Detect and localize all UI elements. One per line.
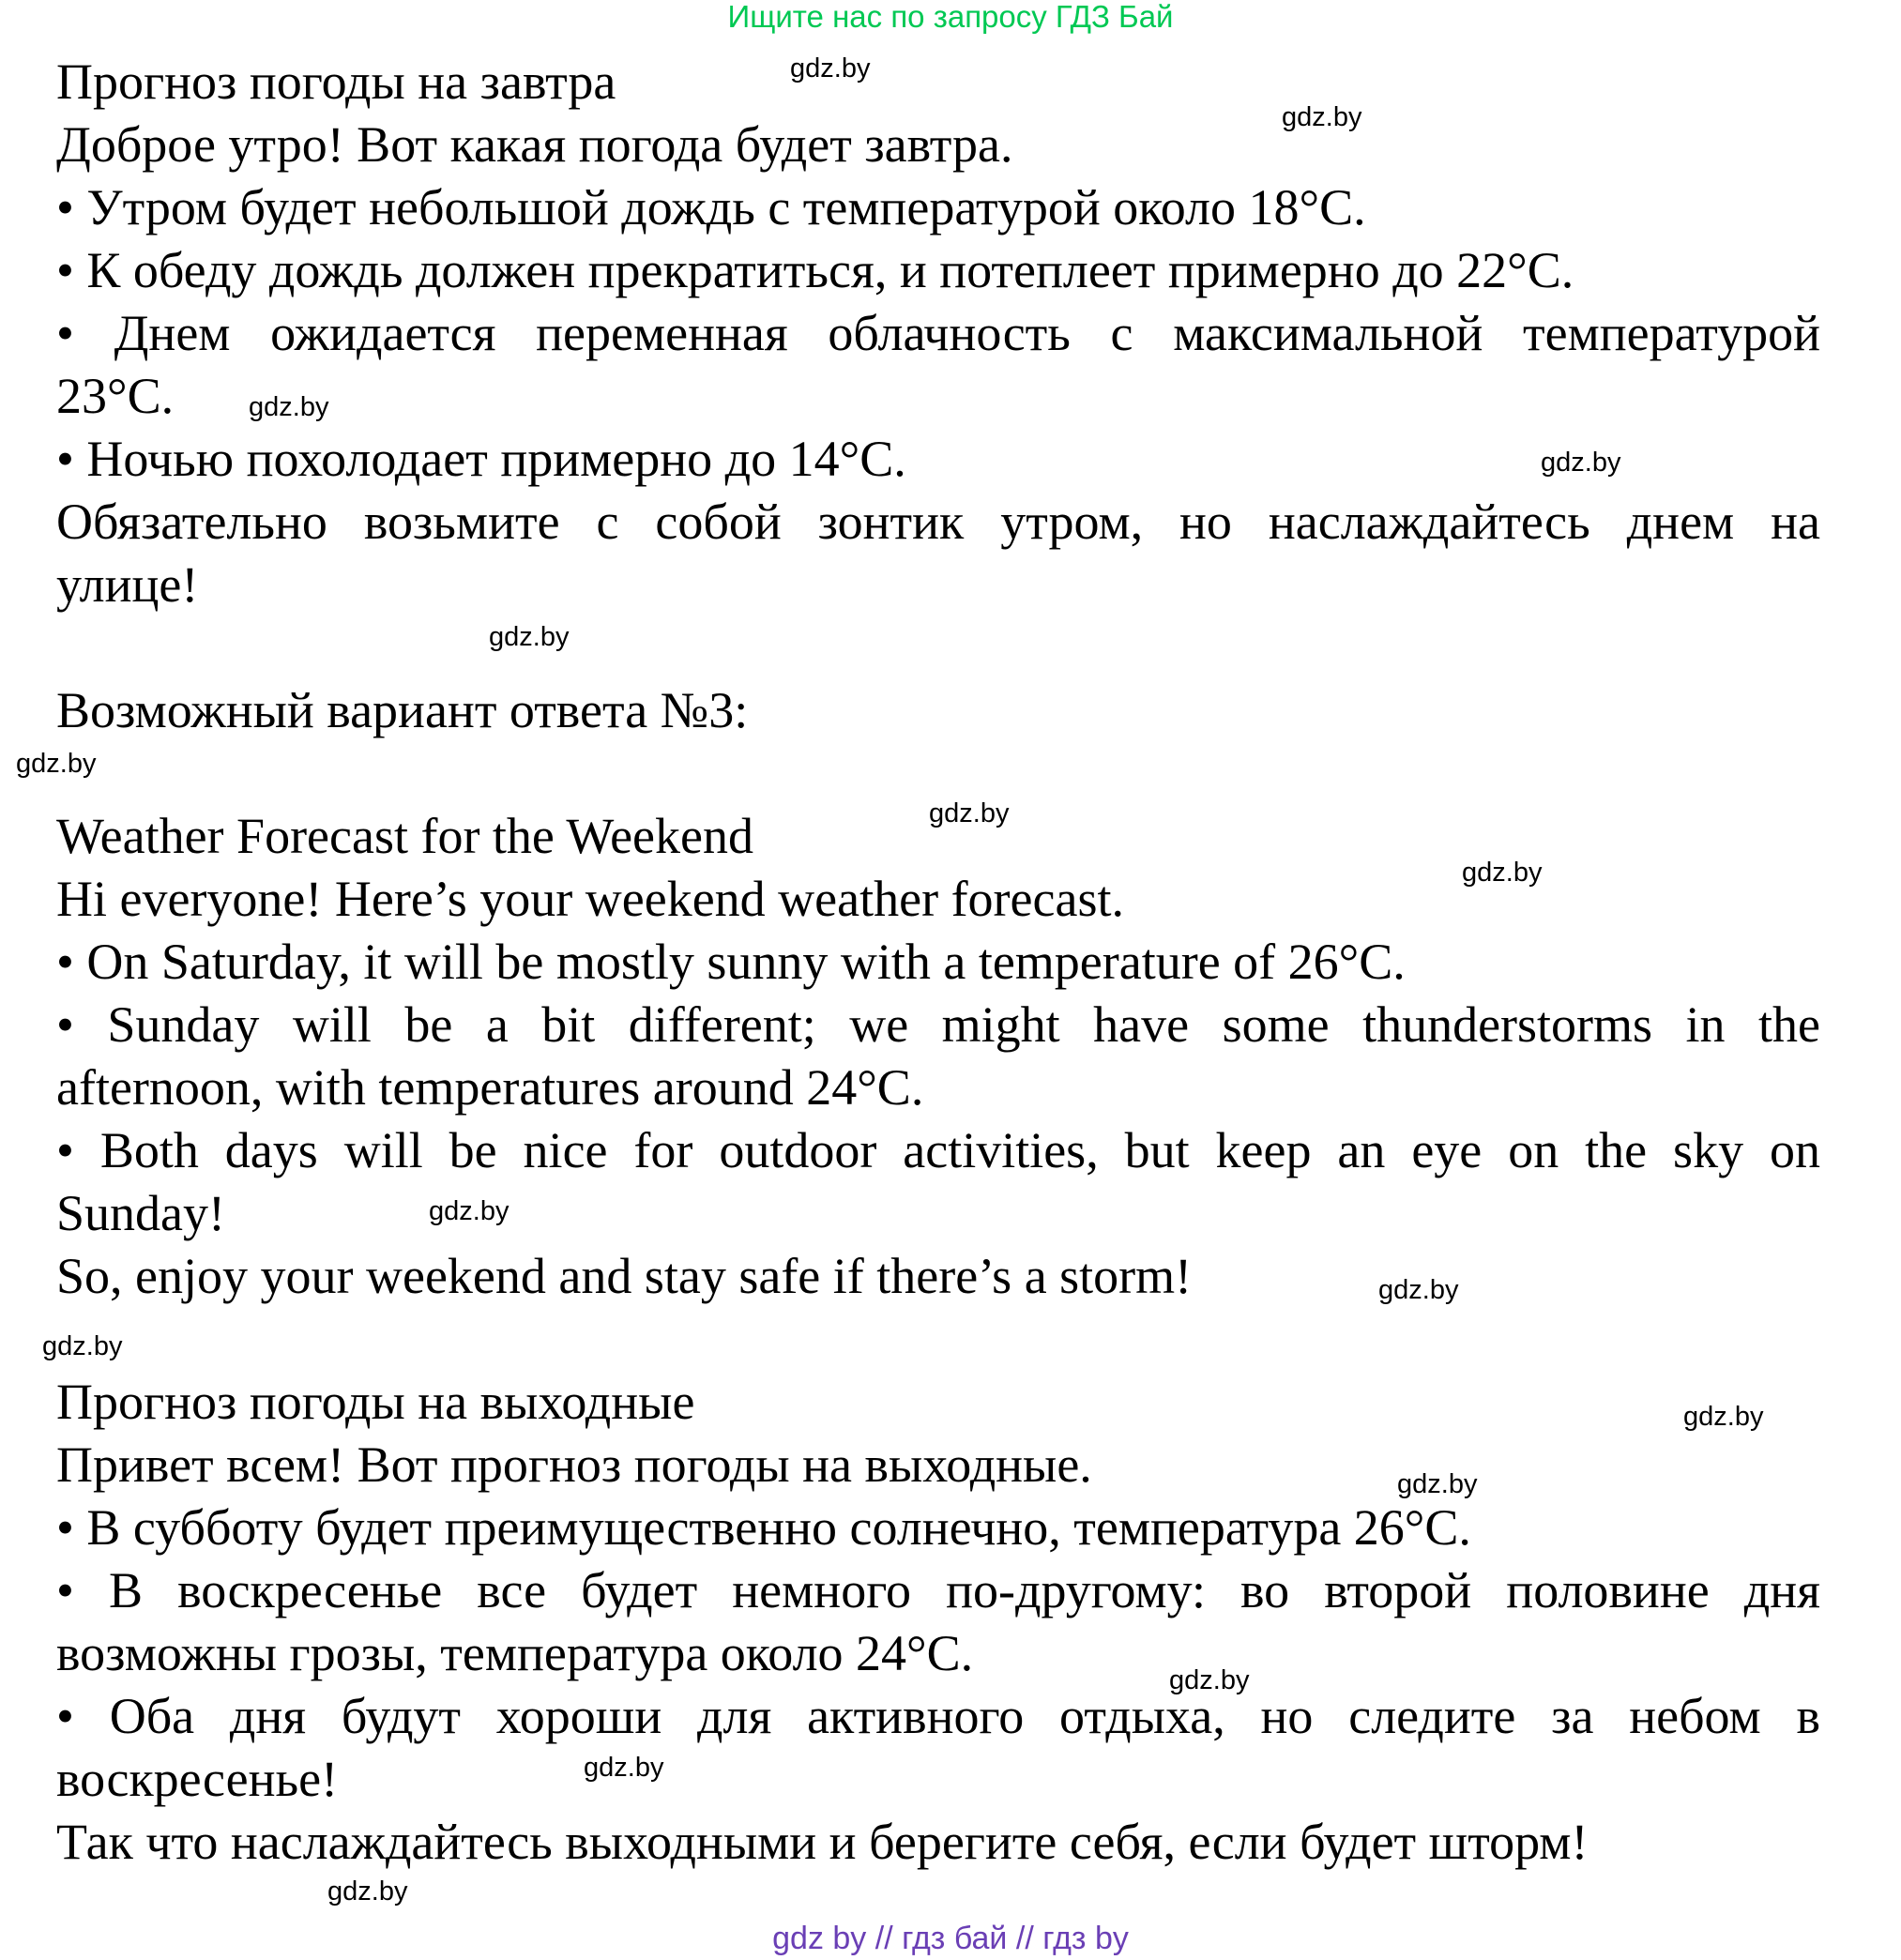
section-title-ru-weekend: Прогноз погоды на выходные [56, 1374, 695, 1430]
watermark: gdz.by [1169, 1665, 1250, 1695]
watermark: gdz.by [929, 798, 1010, 828]
bullet-en-weekend-2-line-1: • Sunday will be a bit different; we might have some thunderstorms in the [56, 996, 1820, 1053]
bullet-en-weekend-2-line-2: afternoon, with temperatures around 24°C. [56, 1059, 924, 1116]
bullet-ru-tomorrow-4: • Ночью похолодает примерно до 14°С. [56, 431, 906, 487]
bullet-ru-tomorrow-1: • Утром будет небольшой дождь с температурой около 18°С. [56, 179, 1366, 236]
bullet-ru-tomorrow-2: • К обеду дождь должен прекратиться, и потеплеет примерно до 22°С. [56, 242, 1574, 298]
closing-ru-tomorrow-line-1: Обязательно возьмите с собой зонтик утром, но наслаждайтесь днем на [56, 494, 1820, 550]
bullet-ru-tomorrow-3-line-2: 23°С. [56, 368, 175, 424]
closing-en-weekend: So, enjoy your weekend and stay safe if there’s a storm! [56, 1248, 1193, 1304]
bullet-ru-weekend-3-line-1: • Оба дня будут хороши для активного отдыха, но следите за небом в [56, 1688, 1820, 1744]
watermark: gdz.by [1378, 1275, 1459, 1305]
watermark: gdz.by [42, 1331, 123, 1361]
closing-ru-tomorrow-line-2: улице! [56, 556, 199, 613]
watermark: gdz.by [249, 392, 329, 422]
bullet-en-weekend-1: • On Saturday, it will be mostly sunny with a temperature of 26°C. [56, 934, 1406, 990]
watermark: gdz.by [1282, 102, 1362, 132]
greeting-ru-weekend: Привет всем! Вот прогноз погоды на выходные. [56, 1436, 1092, 1493]
closing-ru-weekend: Так что наслаждайтесь выходными и берегите себя, если будет шторм! [56, 1814, 1589, 1870]
bullet-en-weekend-3-line-2: Sunday! [56, 1185, 225, 1241]
watermark: gdz.by [1541, 448, 1621, 478]
bullet-ru-weekend-1: • В субботу будет преимущественно солнечно, температура 26°С. [56, 1499, 1471, 1556]
watermark: gdz.by [16, 749, 97, 779]
bullet-ru-weekend-2-line-2: возможны грозы, температура около 24°С. [56, 1625, 974, 1681]
watermark: gdz.by [489, 622, 570, 652]
bullet-ru-weekend-3-line-2: воскресенье! [56, 1751, 339, 1807]
watermark: gdz.by [1683, 1402, 1764, 1432]
watermark: gdz.by [429, 1196, 509, 1226]
search-hint-header: Ищите нас по запросу ГДЗ Бай [727, 0, 1174, 34]
greeting-en-weekend: Hi everyone! Here’s your weekend weather forecast. [56, 871, 1124, 927]
watermark: gdz.by [1397, 1469, 1478, 1499]
footer-links: gdz by // гдз бай // гдз by [772, 1921, 1129, 1956]
bullet-en-weekend-3-line-1: • Both days will be nice for outdoor activities, but keep an eye on the sky on [56, 1122, 1820, 1178]
section-title-en-weekend: Weather Forecast for the Weekend [56, 808, 753, 864]
watermark: gdz.by [790, 53, 871, 84]
watermark: gdz.by [327, 1876, 408, 1907]
bullet-ru-weekend-2-line-1: • В воскресенье все будет немного по-другому: во второй половине дня [56, 1562, 1820, 1618]
section-title-ru-tomorrow: Прогноз погоды на завтра [56, 53, 616, 110]
watermark: gdz.by [1462, 858, 1543, 888]
variant-heading: Возможный вариант ответа №3: [56, 682, 749, 738]
bullet-ru-tomorrow-3-line-1: • Днем ожидается переменная облачность с максимальной температурой [56, 305, 1820, 361]
watermark: gdz.by [584, 1753, 664, 1783]
greeting-ru-tomorrow: Доброе утро! Вот какая погода будет завтра. [56, 116, 1013, 173]
